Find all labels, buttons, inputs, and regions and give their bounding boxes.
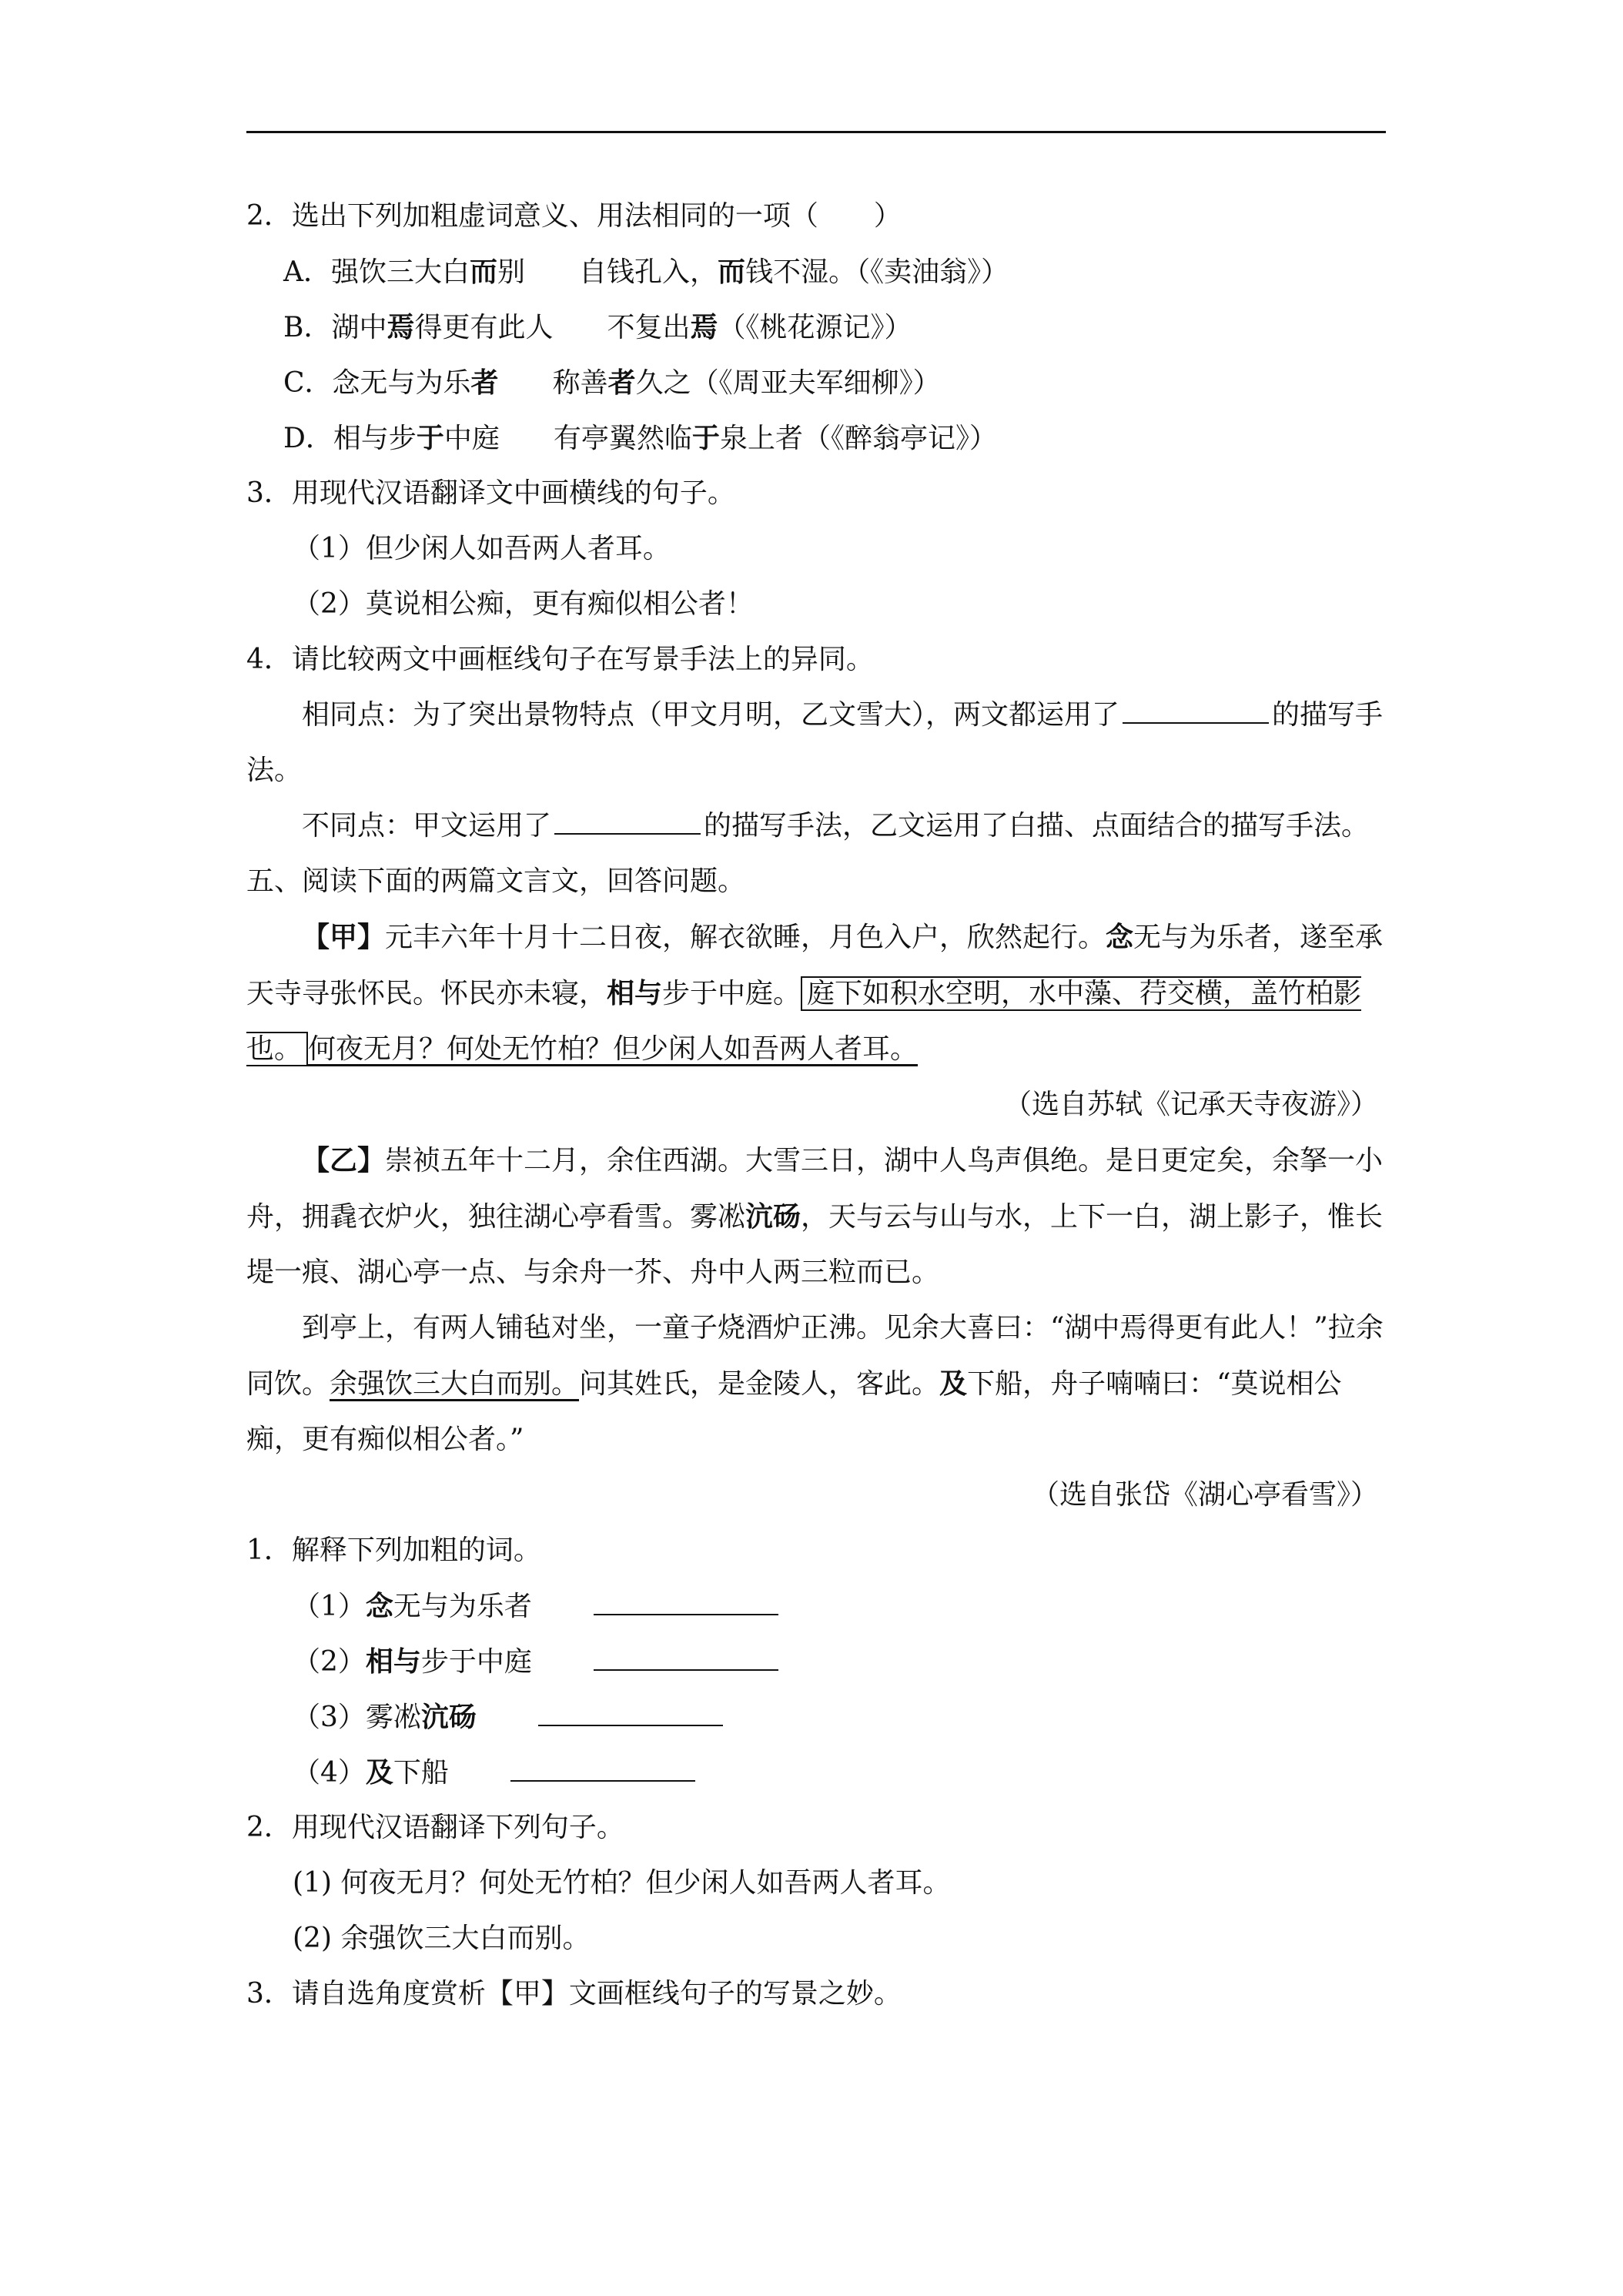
- content: [246, 189, 1386, 2022]
- sq1-item-1: （1）念无与为乐者: [246, 1578, 1386, 1634]
- q4-stem: 4．请比较两文中画框线句子在写景手法上的异同。: [246, 644, 874, 675]
- q2-stem: 2．选出下列加粗虚词意义、用法相同的一项（ ）: [246, 200, 902, 232]
- q3-stem: 3．用现代汉语翻译文中画横线的句子。: [246, 477, 735, 509]
- q3-item-2: （2）莫说相公痴，更有痴似相公者！: [293, 588, 754, 620]
- underlined-sentence: 何夜无月？何处无竹柏？但少闲人如吾两人者耳。: [308, 1033, 919, 1065]
- q3-item-1: （1）但少闲人如吾两人者耳。: [293, 533, 671, 564]
- q2-option-b: B．湖中焉得更有此人 不复出焉（《桃花源记》）: [283, 311, 912, 343]
- sq1-item-4: （4）及下船: [246, 1745, 1386, 1800]
- sq2-stem: 2．用现代汉语翻译下列句子。: [246, 1812, 624, 1843]
- sq3-stem: 3．请自选角度赏析【甲】文画框线句子的写景之妙。: [246, 1978, 902, 2010]
- q2-option-a: A．强饮三大白而别 自钱孔入，而钱不湿。（《卖油翁》）: [283, 256, 1009, 288]
- answer-blank[interactable]: [554, 808, 701, 835]
- answer-blank[interactable]: [1123, 698, 1269, 724]
- q2-option-c: C．念无与为乐者 称善者久之（《周亚夫军细柳》）: [283, 366, 941, 399]
- boxed-sentence: 庭下如积水空明，水中藻、荇交横，盖竹柏影也。: [246, 978, 1362, 1065]
- passage-yi-p2: 到亭上，有两人铺毡对坐，一童子烧酒炉正沸。见余大喜曰：“湖中焉得更有此人！”拉余同饮。余强饮三大白而别。问其姓氏，是金陵人，客此。及下船，舟子喃喃曰：“莫说相公痴，更有痴似相公者。”: [246, 1312, 1384, 1455]
- sq2-item-2: (2) 余强饮三大白而别。: [293, 1923, 591, 1954]
- answer-blank[interactable]: [594, 1589, 778, 1615]
- source-jia: （选自苏轼《记承天寺夜游》）: [1003, 1089, 1378, 1120]
- source-yi: （选自张岱《湖心亭看雪》）: [1031, 1479, 1378, 1511]
- header-rule: [246, 131, 1386, 133]
- sq1-stem: 1．解释下列加粗的词。: [246, 1535, 541, 1566]
- sq2-item-1: (1) 何夜无月？何处无竹柏？但少闲人如吾两人者耳。: [293, 1867, 951, 1899]
- answer-blank[interactable]: [510, 1755, 695, 1782]
- passage-jia: 【甲】元丰六年十月十二日夜，解衣欲睡，月色入户，欣然起行。念无与为乐者，遂至承天寺寻张怀民。怀民亦未寝，相与步于中庭。 庭下如积水空明，水中藻、荇交横，盖竹柏影也。 何夜无月？何处无竹柏？但少闲人如吾两人者耳。: [246, 921, 1384, 1065]
- passage-yi-p1: 【乙】崇祯五年十二月，余住西湖。大雪三日，湖中人鸟声俱绝。是日更定矣，余拏一小舟，拥毳衣炉火，独往湖心亭看雪。雾凇沆砀，天与云与山与水，上下一白，湖上影子，惟长堤一痕、湖心亭一点、与余舟一芥、舟中人两三粒而已。: [246, 1144, 1384, 1288]
- underlined-sentence: 余强饮三大白而别。: [330, 1368, 580, 1400]
- q2-option-d: D．相与步于中庭 有亭翼然临于泉上者（《醉翁亭记》）: [283, 422, 997, 454]
- section5-title: 五、阅读下面的两篇文言文，回答问题。: [246, 865, 746, 897]
- q4-same: 相同点：为了突出景物特点（甲文月明，乙文雪大），两文都运用了 的描写手法。: [246, 699, 1384, 786]
- answer-blank[interactable]: [538, 1700, 723, 1726]
- sq1-item-2: （2）相与步于中庭: [246, 1634, 1386, 1689]
- sq1-item-3: （3）雾凇沆砀: [246, 1689, 1386, 1745]
- answer-blank[interactable]: [594, 1645, 778, 1671]
- q4-diff: 不同点：甲文运用了 的描写手法，乙文运用了白描、点面结合的描写手法。: [302, 810, 1370, 842]
